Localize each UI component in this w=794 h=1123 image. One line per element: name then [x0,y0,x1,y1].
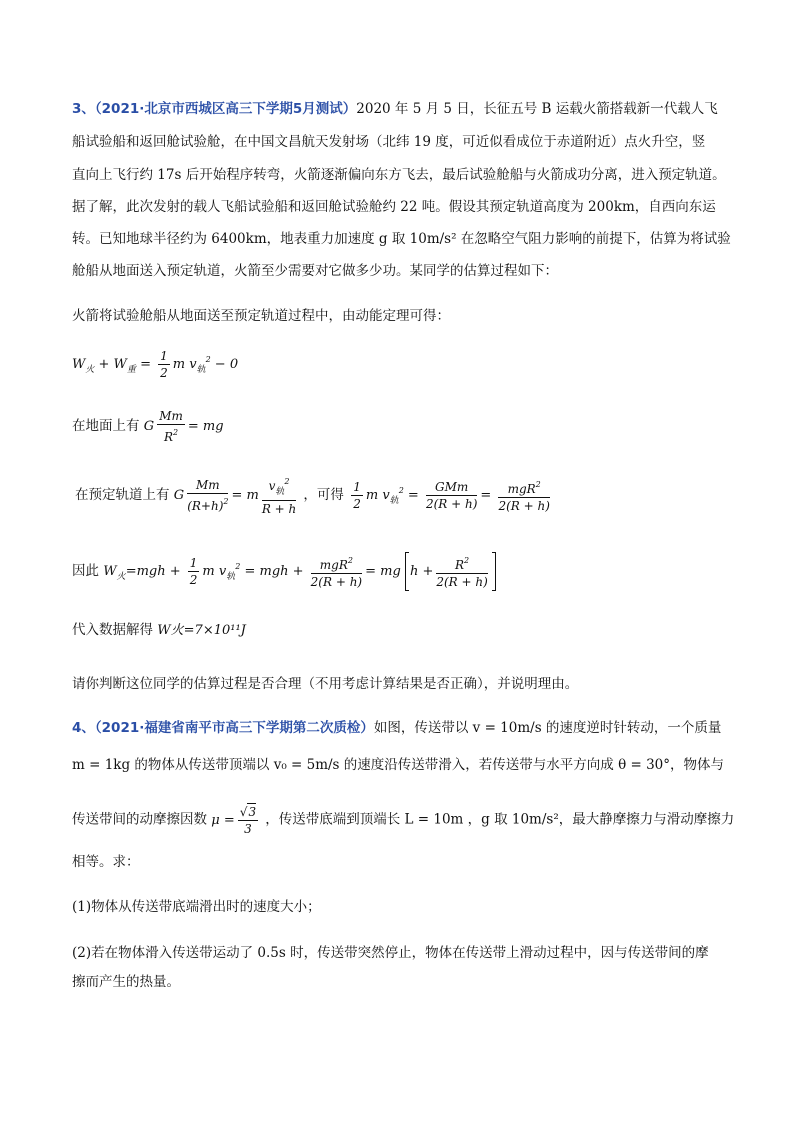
q4-part-2-line-1: (2)若在物体滑入传送带运动了 0.5s 时，传送带突然停止，物体在传送带上滑动过程中，因与传送带间的摩 [72,945,709,961]
q3-line-3: 直向上飞行约 17s 后开始程序转弯，火箭逐渐偏向东方飞去，最后试验舱船与火箭成功分离，进入预定轨道。 [72,167,726,183]
q3-line-5: 转。已知地球半径约为 6400km，地表重力加速度 g 取 10m/s² 在忽略空气阻力影响的前提下，估算为将试验 [72,231,731,247]
equation-total-work: $W_火=mgh$ + $\frac{1}{2}$ m $v_轨^2$ = mgh + $\frac{mgR^2}{2(R + h)}$ = mg h + $\frac{R^2}{2(R + h)}$ [103,564,496,579]
q3-orbit-line [75,474,553,517]
q4-number: 4、 [72,720,95,736]
q4-line-1 [72,718,721,738]
q3-intro: 2020 年 5 月 5 日，长征五号 B 运载火箭搭载新一代载人飞 [356,101,718,117]
q3-result-line [72,620,246,641]
equation-orbit: G $\frac{Mm}{(R+h)^2}$ = m $\frac{v_轨^2}{R + h}$ [174,488,304,503]
q3-line-1 [72,99,718,119]
equation-work-energy: $W_火 + W_重$ = $\frac{1}{2}$ m $v_轨^2 - 0$ [72,349,239,380]
equation-kinetic: $\frac{1}{2}$ m $v_轨^2$ = $\frac{\text{GMm}}{2(R + h)}$ = $\frac{mgR^2}{2(R + h)}$ [348,488,553,503]
therefore-label: 因此 [72,563,99,579]
q4-source: （2021·福建省南平市高三下学期第二次质检） [94,720,374,736]
q3-line-6: 舱船从地面送入预定轨道，火箭至少需要对它做多少功。某同学的估算过程如下： [72,263,558,279]
q3-line-4: 据了解，此次发射的载人飞船试验船和返回舱试验舱约 22 吨。假设其预定轨道高度为 200km，自西向东运 [72,199,716,215]
friction-label: 传送带间的动摩擦因数 [72,811,207,828]
q4-line-4: 相等。求： [72,854,140,870]
q4-line-2: m = 1kg 的物体从传送带顶端以 v₀ = 5m/s 的速度沿传送带滑入，若传送带与水平方向成 θ = 30°，物体与 [72,757,725,773]
orbit-label: 在预定轨道上有 [75,487,170,503]
equation-ground: G $\frac{Mm}{R^2}$ = mg [143,409,224,444]
q3-therefore-line [72,552,496,591]
ground-label: 在地面上有 [72,418,140,434]
result-value: W火=7×10¹¹J [157,623,246,638]
q4-part-1: (1)物体从传送带底端滑出时的速度大小； [72,899,321,915]
orbit-then: ，可得 [303,487,344,503]
q3-source: （2021·北京市西城区高三下学期5月测试） [94,101,357,117]
q3-line-7: 火箭将试验舱船从地面送至预定轨道过程中，由动能定理可得： [72,308,450,324]
q4-conditions: ，传送带底端到顶端长 L = 10m ，g 取 10m/s²，最大静摩擦力与滑动摩擦力 [265,811,735,828]
equation-mu: μ = $\frac{√3}{3}$ [211,805,257,836]
q4-part-2-line-2: 擦而产生的热量。 [72,974,180,990]
q4-line-3 [72,803,734,837]
substitute-label: 代入数据解得 [72,622,153,638]
q3-ground-line [72,408,224,445]
q3-judge-line: 请你判断这位同学的估算过程是否合理（不用考虑计算结果是否正确），并说明理由。 [72,676,579,692]
q3-line-2: 船试验船和返回舱试验舱，在中国文昌航天发射场（北纬 19 度，可近似看成位于赤道附近）点火升空，竖 [72,134,706,150]
q4-intro: 如图，传送带以 v = 10m/s 的速度逆时针转动，一个质量 [373,720,722,736]
q3-number: 3、 [72,101,95,117]
